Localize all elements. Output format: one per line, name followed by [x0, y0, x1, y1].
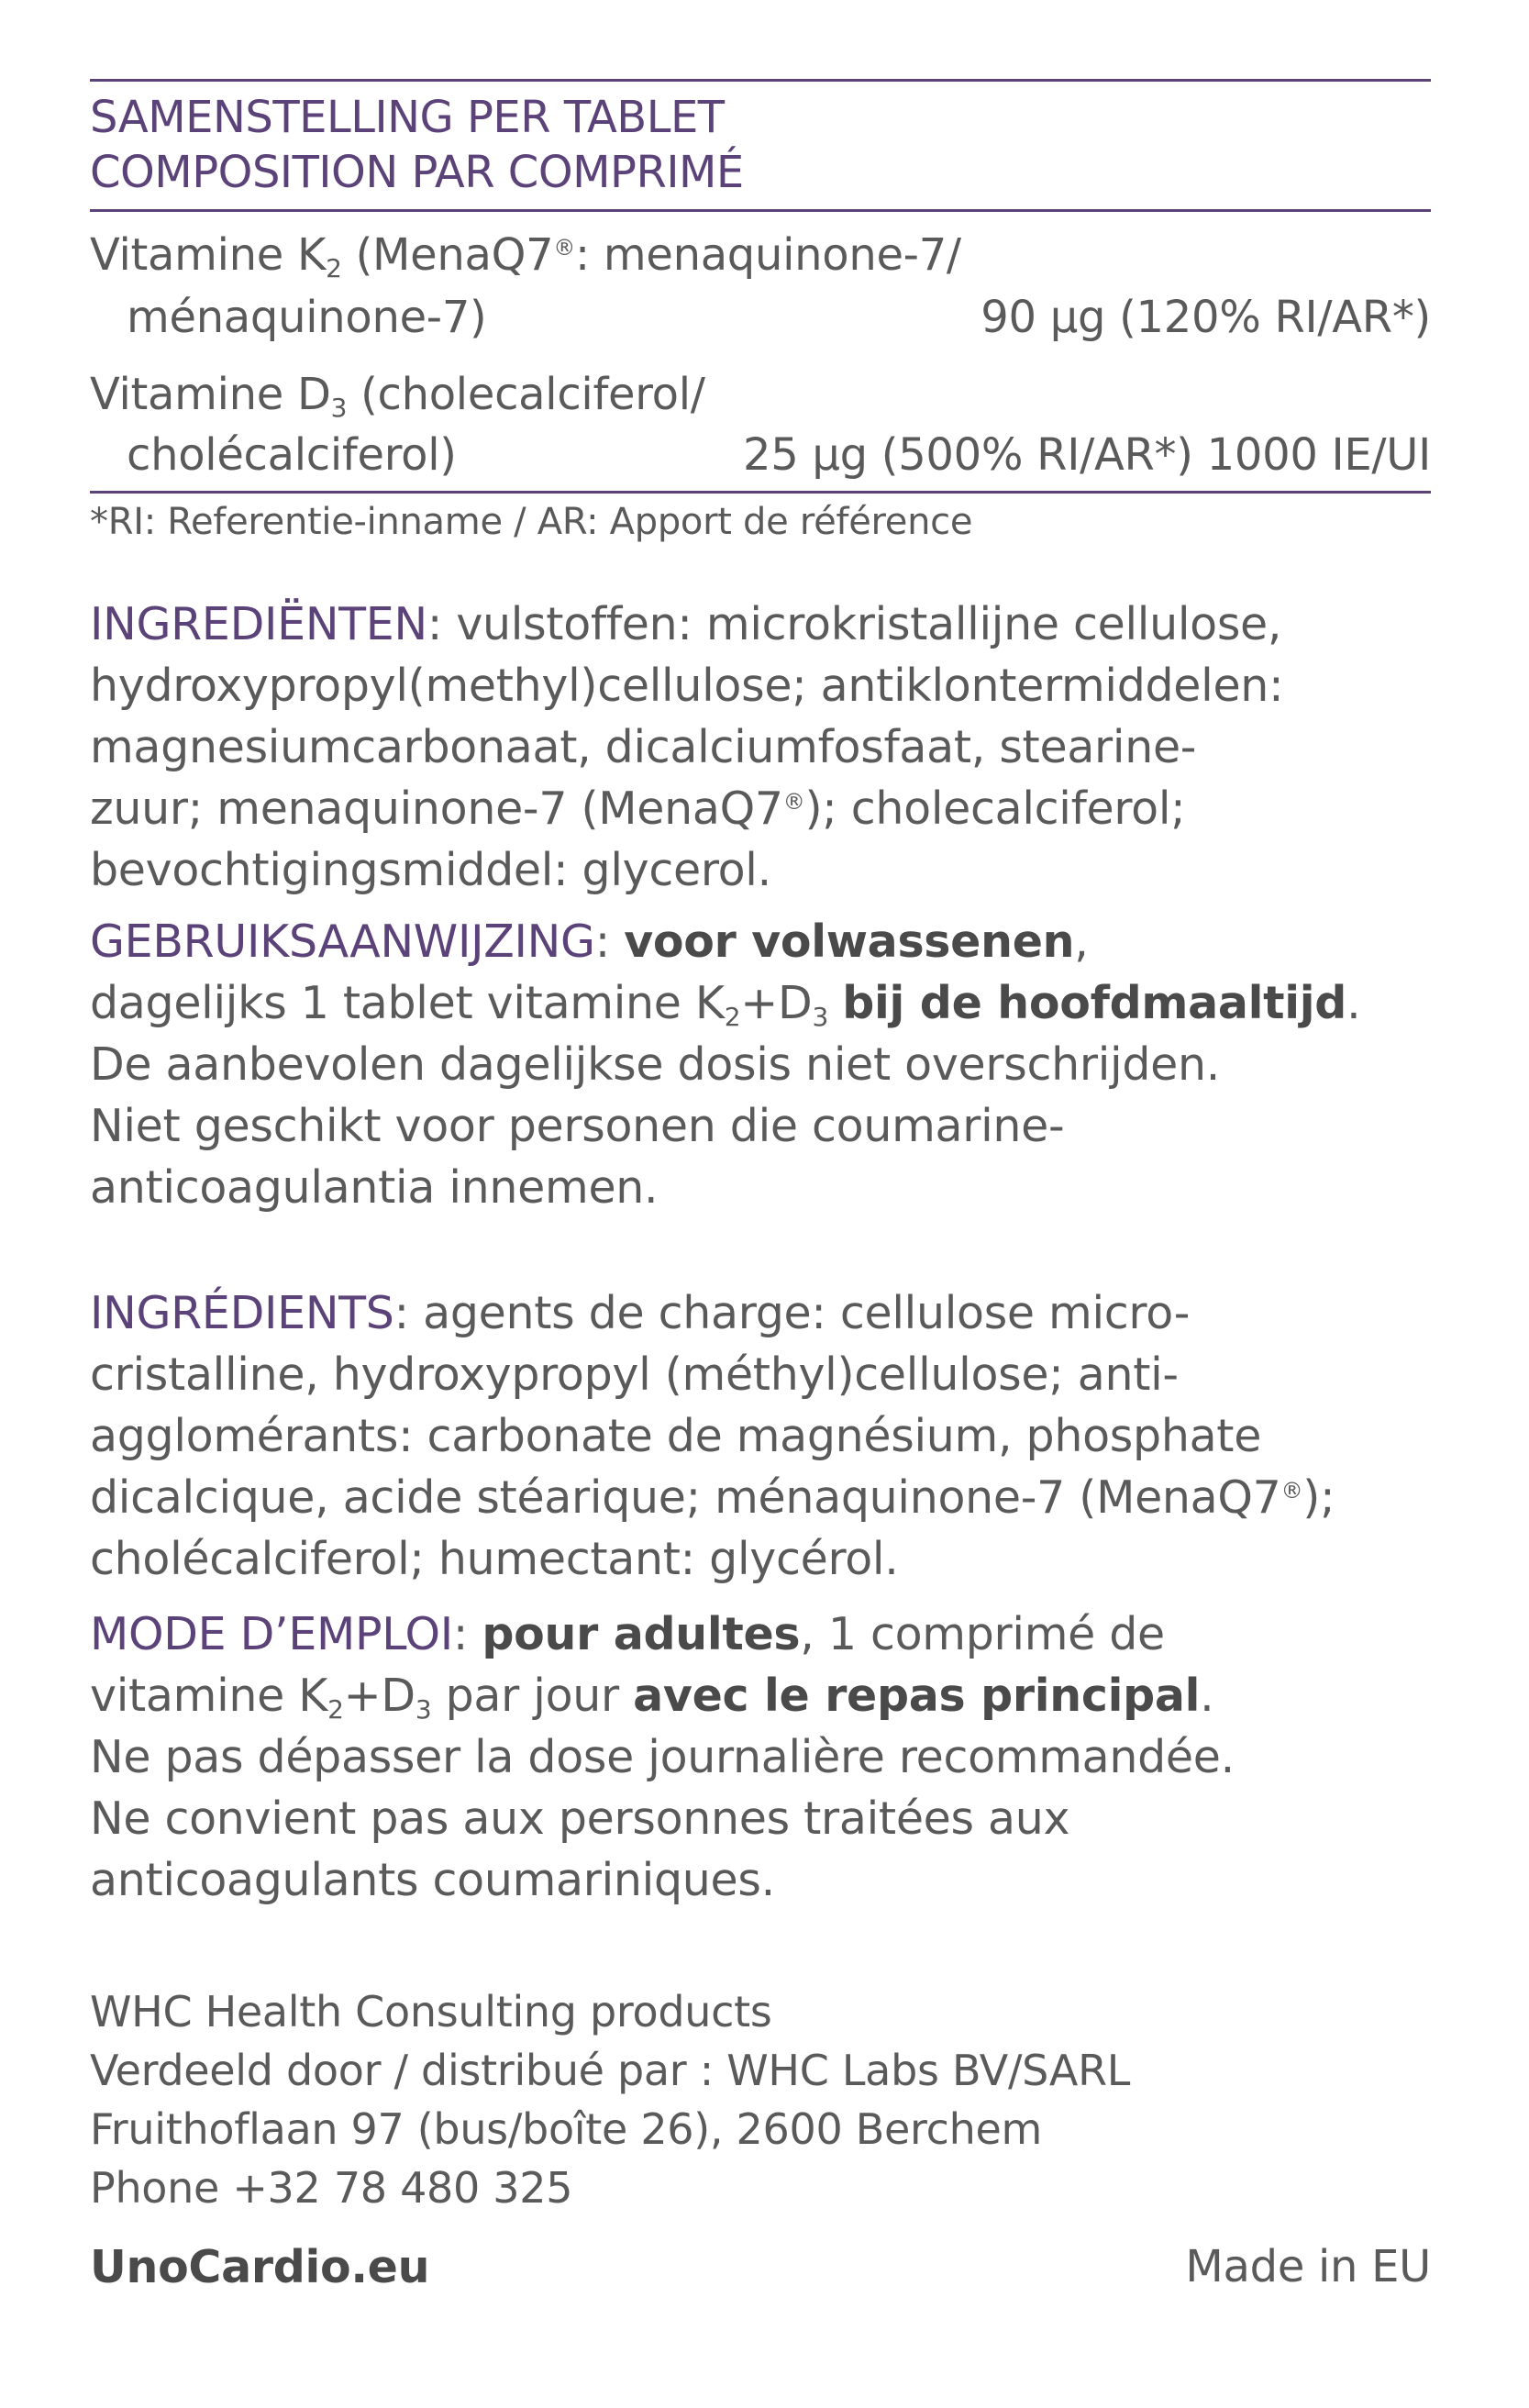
top-rule — [90, 79, 1431, 82]
composition-row-k2: Vitamine $K_2$ (MenaQ7®: menaquinone-7/ — [90, 229, 961, 283]
fr-ingredients-label: INGRÉDIENTS — [90, 1287, 394, 1339]
nl-usage-line-1: GEBRUIKSAANWIJZING: voor volwassenen, — [90, 915, 1089, 968]
company-line-1: WHC Health Consulting products — [90, 1987, 772, 2036]
fr-ingredients-line-4: dicalcique, acide stéarique; ménaquinone-7 (MenaQ7®); — [90, 1471, 1335, 1524]
nl-ingredients-line-1: INGREDIËNTEN: vulstoffen: microkristallijne cellulose, — [90, 598, 1282, 650]
fr-usage-label: MODE D’EMPLOI — [90, 1608, 453, 1660]
website-link[interactable]: UnoCardio.eu — [90, 2241, 430, 2293]
nl-ingredients-line-4: zuur; menaquinone-7 (MenaQ7®); cholecalciferol; — [90, 782, 1186, 835]
nl-usage-line-4: Niet geschikt voor personen die coumarine- — [90, 1100, 1065, 1152]
fr-usage-line-1: MODE D’EMPLOI: pour adultes, 1 comprimé de — [90, 1608, 1165, 1660]
nl-ingredients-label: INGREDIËNTEN — [90, 598, 427, 650]
company-line-4: Phone +32 78 480 325 — [90, 2163, 573, 2213]
nl-usage-line-5: anticoagulantia innemen. — [90, 1161, 659, 1214]
fr-ingredients-line-5: cholécalciferol; humectant: glycérol. — [90, 1533, 899, 1585]
fr-usage-line-3: Ne pas dépasser la dose journalière recommandée. — [90, 1731, 1235, 1783]
nl-usage-label: GEBRUIKSAANWIJZING — [90, 915, 595, 968]
nl-ingredients-line-2: hydroxypropyl(methyl)cellulose; antiklontermiddelen: — [90, 660, 1284, 712]
fr-ingredients-line-3: agglomérants: carbonate de magnésium, phosphate — [90, 1410, 1262, 1462]
header-rule — [90, 209, 1431, 212]
table-bottom-rule — [90, 491, 1431, 494]
composition-row-d3-line2: cholécalciferol) — [127, 429, 457, 481]
fr-usage-line-5: anticoagulants coumariniques. — [90, 1854, 775, 1906]
company-line-3: Fruithoflaan 97 (bus/boîte 26), 2600 Berchem — [90, 2104, 1042, 2154]
composition-row-k2-line2: ménaquinone-7) — [127, 292, 487, 343]
origin-label: Made in EU — [1185, 2241, 1431, 2292]
fr-ingredients-line-2: cristalline, hydroxypropyl (méthyl)cellulose; anti- — [90, 1348, 1179, 1401]
composition-footnote: *RI: Referentie-inname / AR: Apport de référence — [90, 501, 973, 543]
composition-row-k2-value: 90 µg (120% RI/AR*) — [981, 292, 1431, 343]
composition-row-d3: Vitamine $D_3$ (cholecalciferol/ — [90, 369, 705, 423]
nl-usage-line-3: De aanbevolen dagelijkse dosis niet overschrijden. — [90, 1038, 1221, 1091]
fr-usage-line-4: Ne convient pas aux personnes traitées aux — [90, 1792, 1070, 1845]
composition-row-d3-value: 25 µg (500% RI/AR*) 1000 IE/UI — [742, 429, 1431, 481]
composition-title-nl: SAMENSTELLING PER TABLET — [90, 92, 725, 143]
nl-ingredients-line-5: bevochtigingsmiddel: glycerol. — [90, 844, 771, 896]
company-line-2: Verdeeld door / distribué par : WHC Labs BV/SARL — [90, 2046, 1131, 2095]
composition-title-fr: COMPOSITION PAR COMPRIMÉ — [90, 147, 744, 198]
nl-ingredients-line-3: magnesiumcarbonaat, dicalciumfosfaat, stearine- — [90, 721, 1197, 773]
nl-usage-line-2: dagelijks 1 tablet vitamine $K_2+D_3$ bij de hoofdmaaltijd. — [90, 977, 1361, 1032]
fr-usage-line-2: vitamine $K_2+D_3$ par jour avec le repas principal. — [90, 1670, 1214, 1725]
fr-ingredients-line-1: INGRÉDIENTS: agents de charge: cellulose micro- — [90, 1287, 1191, 1339]
